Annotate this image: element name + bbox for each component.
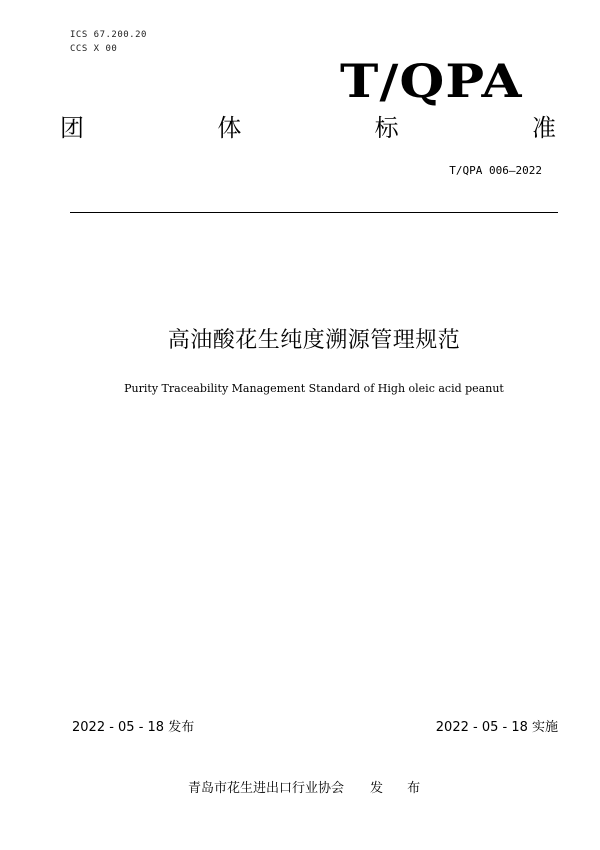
document-title-chinese: 高油酸花生纯度溯源管理规范 xyxy=(167,328,461,353)
document-title-english: Purity Traceability Management Standard of High oleic acid peanut xyxy=(124,382,504,395)
header-divider xyxy=(70,212,558,213)
implementation-date: 2022 - 05 - 18 实施 xyxy=(435,720,558,735)
ics-code: ICS 67.200.20 xyxy=(70,30,147,40)
ccs-code: CCS X 00 xyxy=(70,44,118,54)
standard-logo: T/QPA xyxy=(340,54,523,108)
document-type-char: 准 xyxy=(531,114,556,142)
publish-label: 发 布 xyxy=(370,781,431,796)
document-number: T/QPA 006—2022 xyxy=(449,164,542,177)
issue-date: 2022 - 05 - 18 发布 xyxy=(72,720,195,735)
document-type-char: 体 xyxy=(217,114,242,142)
publisher-line xyxy=(188,777,430,796)
document-type-char: 标 xyxy=(374,114,399,142)
publisher-organization: 青岛市花生进出口行业协会 xyxy=(188,781,345,796)
document-type xyxy=(60,116,556,140)
document-type-char: 团 xyxy=(60,114,84,142)
